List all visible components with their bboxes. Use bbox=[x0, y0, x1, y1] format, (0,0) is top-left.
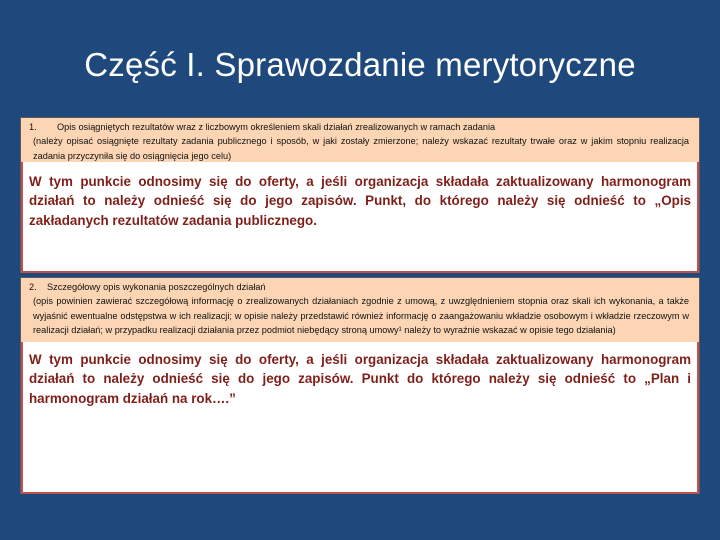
section-1-answer: W tym punkcie odnosimy się do oferty, a jeśli organizacja składała zaktualizowany harmonogram działań to należy odnieść się do jego zapisów. Punkt, do którego należy się odnieść to „Opis zakładanych rezultatów zadania publicznego. bbox=[21, 162, 699, 273]
slide-title: Część I. Sprawozdanie merytoryczne bbox=[84, 46, 636, 83]
section-2-heading: Szczegółowy opis wykonania poszczególnych działań bbox=[47, 282, 266, 292]
section-1-box bbox=[20, 117, 700, 273]
section-1-instruction: (należy opisać osiągnięte rezultaty zadania publicznego i sposób, w jaki zostały zmierzone; należy wskazać rezultaty trwałe oraz w jakim stopniu realizacja zadania przyczyniła się do osiągnięcia jego celu) bbox=[33, 136, 689, 161]
section-2-box bbox=[20, 277, 700, 494]
section-2-instruction: (opis powinien zawierać szczegółową informację o zrealizowanych działaniach zgodnie z umową, z uwzględnieniem stopnia oraz skali ich wykonania, a także wyjaśnić ewentualne odstępstwa w ich realizacji; w opisie należy przedstawić również informację o zaangażowaniu wkładzie osobowym i wkładzie rzeczowym w realizacji działań; w przypadku realizacji działania przez podmiot niebędący stroną umowy¹ należy to wyraźnie wskazać w opisie tego działania) bbox=[33, 296, 689, 335]
section-2-number: 2. bbox=[29, 282, 37, 292]
section-2-header bbox=[21, 278, 699, 342]
section-1-number: 1. bbox=[29, 122, 37, 132]
section-1-header bbox=[21, 118, 699, 162]
section-2-answer: W tym punkcie odnosimy się do oferty, a jeśli organizacja składała zaktualizowany harmonogram działań to należy odnieść się do jego zapisów. Punkt do którego należy się odnieść to „Plan i harmonogram działań na rok….” bbox=[21, 342, 699, 494]
section-1-heading: Opis osiągniętych rezultatów wraz z liczbowym określeniem skali działań zrealizowanych w ramach zadania bbox=[57, 122, 496, 132]
